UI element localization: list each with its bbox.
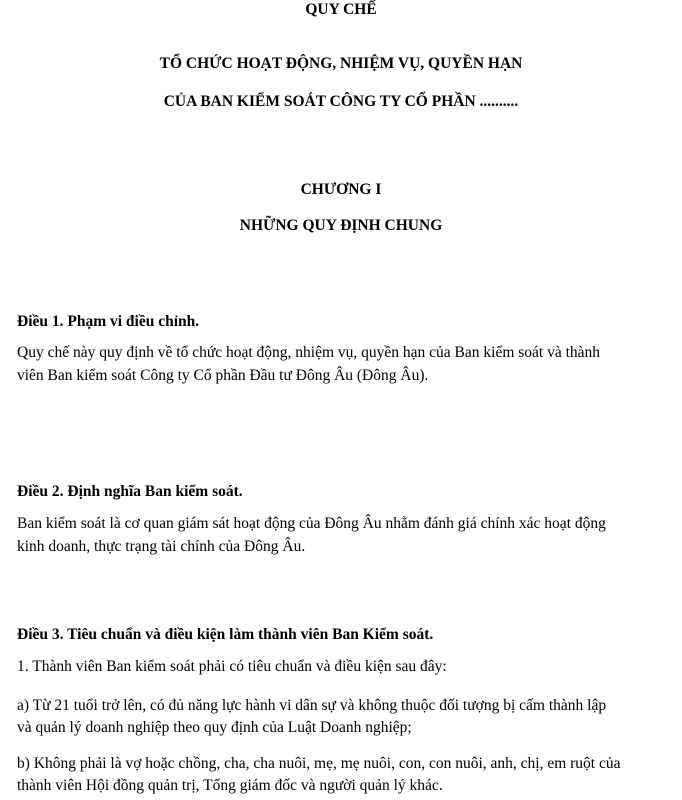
article-3-line-1: 1. Thành viên Ban kiểm soát phải có tiêu chuẩn và điều kiện sau đây:: [17, 658, 447, 675]
article-3-line-2: a) Từ 21 tuổi trở lên, có đủ năng lực hành vi dân sự và không thuộc đối tượng bị cấm thành lập: [17, 697, 607, 714]
article-2-heading: Điều 2. Định nghĩa Ban kiểm soát.: [17, 483, 243, 500]
article-3-line-5: thành viên Hội đồng quản trị, Tổng giám đốc và người quản lý khác.: [17, 777, 443, 794]
document-subtitle-line-1: TỔ CHỨC HOẠT ĐỘNG, NHIỆM VỤ, QUYỀN HẠN: [159, 55, 523, 72]
chapter-number: CHƯƠNG I: [300, 181, 382, 198]
article-3-heading: Điều 3. Tiêu chuẩn và điều kiện làm thành viên Ban Kiểm soát.: [17, 626, 434, 643]
article-2-line-1: Ban kiểm soát là cơ quan giám sát hoạt động của Đông Âu nhằm đánh giá chính xác hoạt động: [17, 515, 606, 532]
document-subtitle-line-2: CỦA BAN KIỂM SOÁT CÔNG TY CỔ PHẦN ..........: [163, 93, 519, 110]
article-3-line-4: b) Không phải là vợ hoặc chồng, cha, cha nuôi, mẹ, mẹ nuôi, con, con nuôi, anh, chị, em ruột của: [17, 755, 621, 772]
document-title: QUY CHẾ: [305, 1, 377, 18]
article-2-line-2: kinh doanh, thực trạng tài chính của Đông Âu.: [17, 538, 306, 555]
article-3-line-3: và quản lý doanh nghiệp theo quy định của Luật Doanh nghiệp;: [17, 719, 412, 736]
article-1-heading: Điều 1. Phạm vi điều chỉnh.: [17, 313, 200, 330]
article-1-line-2: viên Ban kiểm soát Công ty Cổ phần Đầu tư Đông Âu (Đông Âu).: [17, 367, 429, 384]
chapter-title: NHỮNG QUY ĐỊNH CHUNG: [239, 217, 443, 234]
article-1-line-1: Quy chế này quy định về tổ chức hoạt động, nhiệm vụ, quyền hạn của Ban kiểm soát và thành: [17, 344, 601, 361]
